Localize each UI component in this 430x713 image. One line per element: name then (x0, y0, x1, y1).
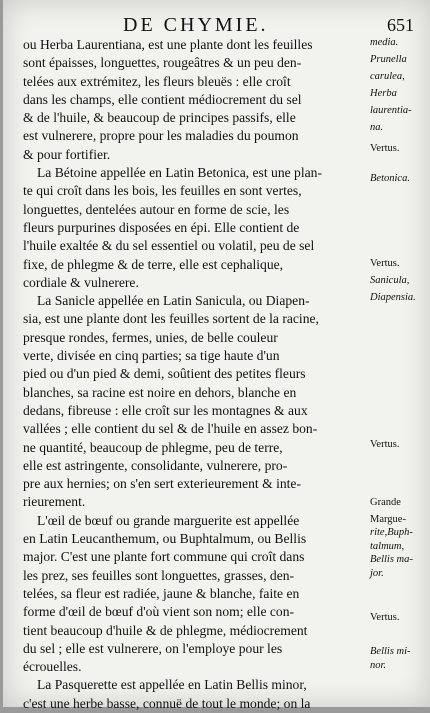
margin-note: laurentia- (370, 105, 412, 117)
text-line: major. C'est une plante fort commune qui croît dans (23, 549, 305, 565)
margin-note: Bellis mi- (370, 646, 411, 658)
text-line: blanches, sa racine est noire en dehors, blanche en (23, 384, 297, 400)
paragraph (23, 676, 363, 713)
page-number: 651 (387, 15, 414, 35)
running-title: DE CHYMIE. (123, 14, 269, 36)
text-line: fleurs purpurines disposées en épi. Elle contient de (23, 219, 300, 235)
text-line: forme d'œil de bœuf d'où vient son nom; elle con- (23, 604, 295, 620)
text-line: fixe, de phlegme & de terre, elle est cephalique, (23, 256, 284, 272)
text-line: les prez, ses feuilles sont longuettes, grasses, den- (23, 567, 295, 583)
text-line: ou Herba Laurentiana, est une plante dont les feuilles (23, 37, 313, 52)
margin-note: carulea, (370, 71, 405, 83)
margin-note: rite,Buph- (370, 527, 413, 539)
text-line: dedans, fibreuse : elle croît sur les montagnes & aux (23, 402, 308, 418)
text-line: dans les champs, elle contient médiocrement du sel (23, 91, 302, 107)
text-line: rieurement. (23, 494, 86, 510)
text-line: La Bétoine appellée en Latin Betonica, est une plan- (37, 165, 322, 181)
text-line: pre aux hernies; on s'en sert exterieurement & inte- (23, 476, 301, 492)
text-line: sia, est une plante dont les feuilles sortent de la racine, (23, 311, 319, 327)
margin-note: Vertus. (370, 438, 400, 450)
book-page (3, 0, 430, 711)
text-line: l'huile exaltée & du sel essentiel ou volatil, peu de sel (23, 238, 315, 254)
margin-note: Grande (370, 496, 401, 508)
margin-note: Vertus. (370, 612, 400, 624)
margin-note: Vertus. (370, 258, 400, 270)
margin-note: Diapensia. (370, 292, 416, 304)
text-line: pied ou d'un pied & demi, soûtient des petites fleurs (23, 366, 306, 382)
text-line: telées, sa fleur est radiée, jaune & blanche, faite en (23, 585, 300, 601)
margin-note: Bellis ma- (370, 554, 413, 566)
text-line: est vulnerere, propre pour les maladies du poumon (23, 128, 299, 144)
text-line: & de l'huile, & beaucoup de principes passifs, elle (23, 110, 296, 126)
text-line: en Latin Leucanthemum, ou Buphtalmum, ou Bellis (23, 531, 307, 547)
margin-note: Herba (370, 88, 397, 100)
text-line: tient beaucoup d'huile & de phlegme, médiocrement (23, 622, 308, 638)
margin-note: talmum, (370, 540, 405, 552)
margin-note: media. (370, 37, 399, 48)
margin-note: Sanicula, (370, 275, 410, 287)
text-line: presque rondes, fermes, unies, de belle couleur (23, 329, 278, 345)
text-line: te qui croît dans les bois, les feuilles en sont vertes, (23, 183, 302, 199)
text-line: telées aux extrémitez, les fleurs bleuës : elle croît (23, 73, 291, 89)
paragraph (23, 512, 363, 677)
text-line: ne quantité, beaucoup de phlegme, peu de terre, (23, 439, 283, 455)
text-line: verte, divisée en cinq parties; sa tige haute d'un (23, 348, 280, 364)
paragraph (23, 36, 363, 164)
text-line: écrouelles. (23, 659, 82, 675)
margin-note: Margue- (370, 513, 406, 525)
text-line: & pour fortifier. (23, 146, 111, 162)
body-text (23, 36, 363, 713)
margin-note: na. (370, 122, 384, 134)
margin-note: Betonica. (370, 173, 410, 185)
text-line: L'œil de bœuf ou grande marguerite est appellée (37, 512, 300, 528)
margin-note: jor. (370, 567, 384, 579)
paragraph (23, 292, 363, 512)
text-line: La Sanicle appellée en Latin Sanicula, ou Diapen- (37, 293, 310, 309)
margin-note: nor. (370, 659, 387, 671)
margin-note: Vertus. (370, 142, 400, 154)
text-line: c'est une herbe basse, connuë de tout le monde; on la (23, 695, 311, 711)
text-line: elle est astringente, consolidante, vulnerere, pro- (23, 457, 288, 473)
text-line: vallées ; elle contient du sel & de l'huile en assez bon- (23, 421, 318, 437)
text-line: La Pasquerette est appellée en Latin Bellis minor, (37, 677, 307, 693)
text-line: sont épaisses, longuettes, rougeâtres & un peu den- (23, 55, 302, 71)
text-line: cordiale & vulnerere. (23, 274, 139, 290)
text-line: du sel ; elle est vulnerere, on l'employe pour les (23, 640, 283, 656)
margin-note: Prunella (370, 54, 407, 66)
text-line: longuettes, dentelées autour en forme de scie, les (23, 201, 290, 217)
paragraph (23, 164, 363, 292)
